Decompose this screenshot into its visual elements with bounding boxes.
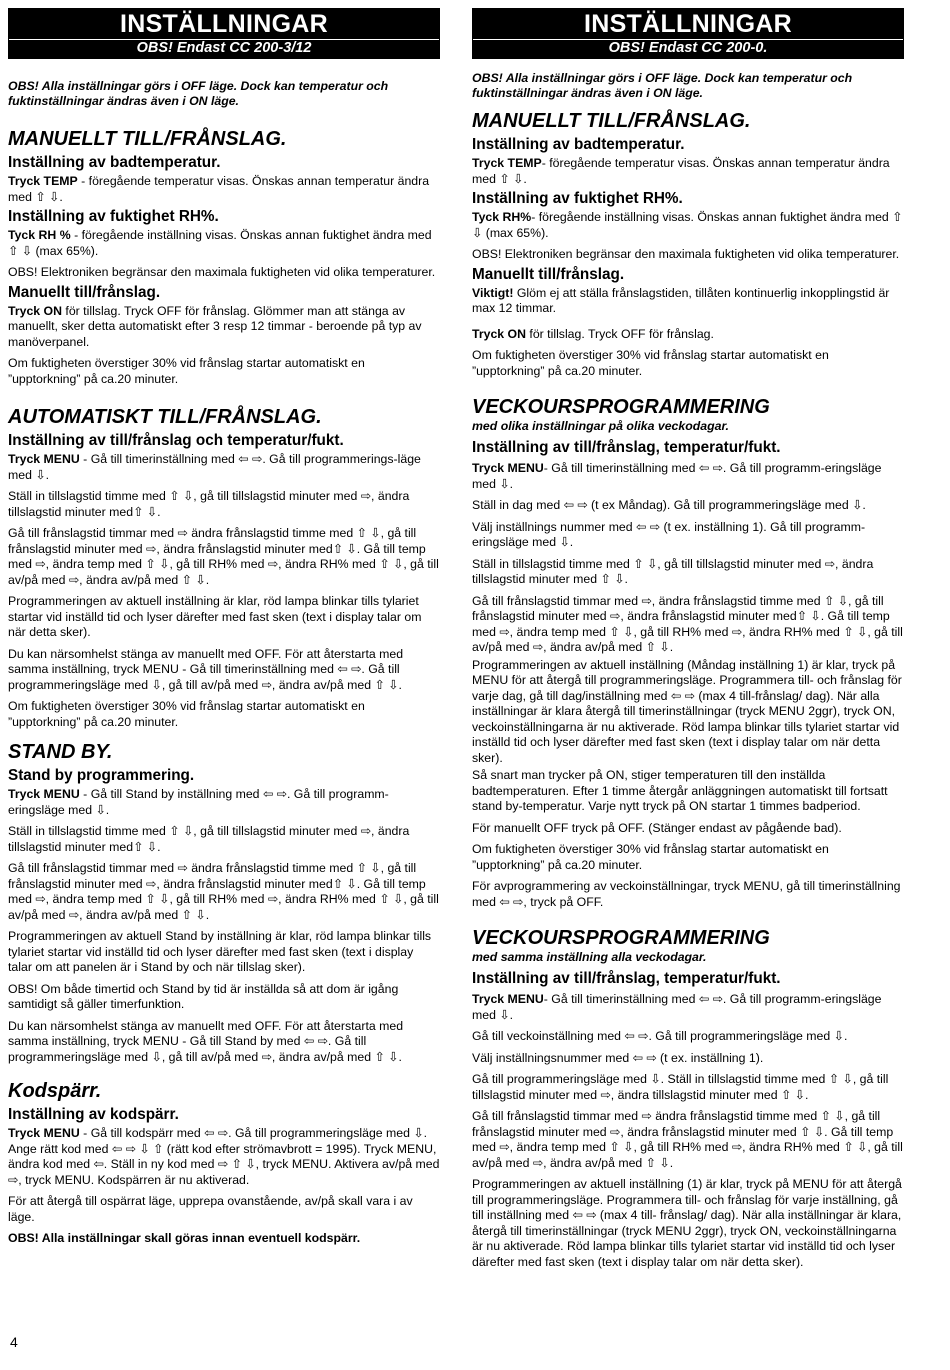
right-paragraph	[472, 1072, 904, 1103]
text: Gå till frånslagstid timmar med ⇨ ändra frånslagstid timme med ⇧ ⇩, gå till frånslagstid minuter med ⇨, ändra frånslagstid minuter med ⇧ ⇩. Gå till temp med ⇨, ändra temp med ⇧ ⇩, gå till RH% med ⇨, ändra RH% med ⇧ ⇩, gå till av/på med ⇨, ändra av/på med ⇧ ⇩.	[472, 1109, 903, 1170]
text: Du kan närsomhelst stänga av manuellt med OFF. För att återstarta med samma inställning, tryck MENU - Gå till timerinställning med ⇦ ⇨. Gå till programmeringsläge med ⇩, gå till av/på med ⇨, ändra av/på med ⇧ ⇩.	[8, 646, 404, 692]
left-paragraph	[8, 787, 440, 818]
left-paragraph	[8, 1019, 440, 1066]
text: Ställ in tillslagstid timme med ⇧ ⇩, gå till tillslagstid minuter med ⇨, ändra tillslagstid minuter med⇧ ⇩.	[8, 489, 410, 519]
text: Gå till frånslagstid timmar med ⇨ ändra frånslagstid timme med ⇧ ⇩, gå till frånslagstid minuter med ⇨, ändra frånslagstid minuter med⇧ ⇩. Gå till temp med ⇨, ändra temp med ⇧ ⇩, gå till RH% med ⇨, ändra RH% med ⇧ ⇩, gå till av/på med ⇨, ändra av/på med ⇧ ⇩.	[8, 526, 439, 587]
text: Manuellt till/frånslag.	[8, 283, 161, 301]
left-paragraph	[8, 594, 440, 641]
text: Inställning av till/frånslag, temperatur/fukt.	[472, 439, 781, 456]
text: - Gå till timerinställning med ⇦ ⇨. Gå till programmerings-läge med ⇩.	[8, 452, 421, 482]
text: Gå till programmeringsläge med ⇩. Ställ in tillslagstid timme med ⇧ ⇩, gå till tillslagstid minuter med ⇨, ändra tillslagstid minuter med ⇧ ⇩.	[472, 1072, 889, 1102]
left-paragraph	[8, 452, 440, 483]
left-subsection-heading	[8, 283, 440, 302]
left-header	[8, 8, 440, 59]
right-paragraph	[472, 286, 904, 317]
bold-lead: Tryck ON	[8, 303, 62, 318]
left-paragraph	[8, 526, 440, 588]
text: Gå till frånslagstid timmar med ⇨, ändra frånslagstid timme med ⇧ ⇩, gå till frånslagstid minuter med ⇨, ändra frånslagstid minuter med⇧ ⇩. Gå till temp med ⇨, ändra temp med ⇧ ⇩, gå till RH% med ⇨, ändra RH% med ⇧ ⇩, gå till av/på med ⇨, ändra av/på med ⇧ ⇩.	[472, 593, 903, 654]
left-paragraph	[8, 647, 440, 694]
bold-lead: Tyck RH%	[472, 210, 532, 224]
text: För att återgå till ospärrat läge, upprepa ovanstående, av/på skall vara i av läge.	[8, 1194, 413, 1224]
left-paragraph	[8, 861, 440, 923]
text: Gå till frånslagstid timmar med ⇨ ändra frånslagstid timme med ⇧ ⇩, gå till frånslagstid minuter med ⇨, ändra frånslagstid minuter med⇧ ⇩. Gå till temp med ⇨, ändra temp med ⇧ ⇩, gå till RH% med ⇨, ändra RH% med ⇧ ⇩, gå till av/på med ⇨, ändra av/på med ⇧ ⇩.	[8, 861, 439, 922]
text: - föregående inställning visas. Önskas annan fuktighet ändra med ⇧ ⇩ (max 65%).	[8, 228, 432, 258]
text: OBS! Alla inställningar görs i OFF läge. Dock kan temperatur och fuktinställningar ändras även i ON läge.	[8, 79, 389, 108]
left-paragraph	[8, 929, 440, 976]
text: Välj inställningsnummer med ⇦ ⇨ (t ex. inställning 1).	[472, 1050, 764, 1065]
right-paragraph	[472, 594, 904, 656]
text: Du kan närsomhelst stänga av manuellt med OFF. För att återstarta med samma inställning, tryck MENU - Gå till Stand by med ⇦ ⇨. Gå till programmeringsläge med ⇩, gå till av/på med ⇨, ändra av/på med ⇧ ⇩.	[8, 1018, 404, 1064]
text: Gå till veckoinställning med ⇦ ⇨. Gå till programmeringsläge med ⇩.	[472, 1029, 848, 1043]
page-number: 4	[10, 1334, 18, 1350]
bold-lead: Tryck MENU	[8, 787, 80, 801]
text: AUTOMATISKT TILL/FRÅNSLAG.	[8, 406, 322, 428]
text: OBS! Elektroniken begränsar den maximala fuktigheten vid olika temperaturer.	[472, 247, 900, 261]
right-section-subtitle	[472, 950, 904, 965]
right-section-heading	[472, 109, 904, 133]
right-paragraph	[472, 1177, 904, 1270]
text: Inställning av till/frånslag, temperatur/fukt.	[472, 970, 781, 987]
left-paragraph	[8, 228, 440, 259]
text: Stand by programmering.	[8, 767, 195, 784]
left-paragraph	[8, 304, 440, 351]
right-content	[472, 71, 904, 1270]
text: för tillslag. Tryck OFF för frånslag.	[526, 326, 714, 341]
left-content	[8, 79, 440, 1247]
left-paragraph	[8, 356, 440, 387]
right-paragraph	[472, 156, 904, 187]
right-paragraph	[472, 1051, 904, 1067]
bold-lead: Tryck TEMP	[472, 156, 542, 170]
text: Välj inställnings nummer med ⇦ ⇨ (t ex. inställning 1). Gå till programm-eringsläge med ⇩.	[472, 519, 866, 549]
text: Ställ in tillslagstid timme med ⇧ ⇩, gå till tillslagstid minuter med ⇨, ändra tillslagstid minuter med ⇧ ⇩.	[472, 556, 874, 586]
right-paragraph	[472, 1029, 904, 1045]
right-section-heading	[472, 395, 904, 419]
left-paragraph	[8, 1194, 440, 1225]
text: OBS! Elektroniken begränsar den maximala fuktigheten vid olika temperaturer.	[8, 265, 436, 279]
right-paragraph	[472, 557, 904, 588]
text: Glöm ej att ställa frånslagstiden, tillåten kontinuerlig inkopplingstid är max 12 timmar.	[472, 285, 890, 315]
text: Inställning av fuktighet RH%.	[8, 208, 219, 225]
bold-lead: Tyck RH %	[8, 228, 71, 242]
text: MANUELLT TILL/FRÅNSLAG.	[472, 110, 751, 132]
right-section-subtitle	[472, 419, 904, 434]
left-section-heading	[8, 740, 440, 764]
text: Programmeringen av aktuell Stand by inställning är klar, röd lampa blinkar tills tylariet startar vid inställd tid och lyser därefter med fast sken (text i display talar om att panelen är i Stand by och när tillslag sker).	[8, 929, 432, 974]
left-subsection-heading	[8, 153, 440, 172]
text: För avprogrammering av veckoinställningar, tryck MENU, gå till timerinställning med ⇦ ⇨, tryck på OFF.	[472, 879, 901, 909]
left-paragraph	[8, 1126, 440, 1188]
left-subsection-heading	[8, 431, 440, 450]
text: Om fuktigheten överstiger 30% vid frånslag startar automatiskt en ”upptorkning” på ca.20 minuter.	[472, 348, 829, 378]
right-subsection-heading	[472, 438, 904, 457]
left-header-title: INSTÄLLNINGAR	[119, 10, 329, 38]
text: Ställ in tillslagstid timme med ⇧ ⇩, gå till tillslagstid minuter med ⇨, ändra tillslagstid minuter med⇧ ⇩.	[8, 824, 410, 854]
left-paragraph	[8, 489, 440, 520]
left-subsection-heading	[8, 207, 440, 226]
right-paragraph	[472, 348, 904, 379]
left-column	[8, 8, 440, 1247]
right-subsection-heading	[472, 189, 904, 208]
text: Programmeringen av aktuell inställning är klar, röd lampa blinkar tills tylariet startar vid inställd tid och lyser därefter med fast sken (text i display talar om när detta sker).	[8, 594, 422, 639]
left-subsection-heading	[8, 766, 440, 785]
text: Kodspärr.	[8, 1080, 102, 1102]
text: Manuellt till/frånslag.	[472, 265, 625, 283]
right-subsection-heading	[472, 969, 904, 988]
left-paragraph	[8, 824, 440, 855]
bold-lead: Tryck ON	[472, 326, 526, 341]
text: STAND BY.	[8, 741, 113, 763]
left-note	[8, 79, 440, 109]
text: Ställ in dag med ⇦ ⇨ (t ex Måndag). Gå till programmeringsläge med ⇩.	[472, 498, 866, 512]
right-section-heading	[472, 926, 904, 950]
right-paragraph	[472, 879, 904, 910]
bold-lead: Tryck MENU	[8, 452, 80, 466]
text: med samma inställning alla veckodagar.	[472, 950, 707, 964]
left-subsection-heading	[8, 1105, 440, 1124]
right-column	[472, 8, 904, 1270]
bold-lead: Tryck MENU	[472, 461, 544, 475]
text: Om fuktigheten överstiger 30% vid frånslag startar automatiskt en ”upptorkning” på ca.20 minuter.	[8, 699, 365, 729]
right-header	[472, 8, 904, 59]
text: - Gå till timerinställning med ⇦ ⇨. Gå till programm-eringsläge med ⇩.	[472, 992, 882, 1022]
text: Inställning av fuktighet RH%.	[472, 190, 683, 207]
bold-lead: Viktigt!	[472, 285, 514, 300]
text: - föregående inställning visas. Önskas annan fuktighet ändra med ⇧ ⇩ (max 65%).	[472, 210, 903, 240]
text: Inställning av badtemperatur.	[472, 136, 685, 153]
right-header-title: INSTÄLLNINGAR	[583, 10, 793, 38]
text: OBS! Om både timertid och Stand by tid är inställda så att dom är igång samtidigt så gäller timerfunktion.	[8, 981, 399, 1011]
bold-lead: Tryck MENU	[8, 1126, 80, 1140]
text: Inställning av till/frånslag och temperatur/fukt.	[8, 432, 344, 449]
right-paragraph	[472, 842, 904, 873]
left-paragraph	[8, 174, 440, 205]
right-paragraph	[472, 658, 904, 767]
right-note	[472, 71, 904, 101]
text: För manuellt OFF tryck på OFF. (Stänger endast av pågående bad).	[472, 820, 842, 835]
left-section-heading	[8, 405, 440, 429]
right-paragraph	[472, 1109, 904, 1171]
text: OBS! Alla inställningar görs i OFF läge. Dock kan temperatur och fuktinställningar ändras även i ON läge.	[472, 71, 853, 100]
right-paragraph	[472, 992, 904, 1023]
text: VECKOURSPROGRAMMERING	[472, 927, 770, 949]
right-paragraph	[472, 210, 904, 241]
text: - föregående temperatur visas. Önskas annan temperatur ändra med ⇧ ⇩.	[472, 156, 890, 186]
text: med olika inställningar på olika veckodagar.	[472, 419, 729, 433]
left-paragraph	[8, 699, 440, 730]
text: för tillslag. Tryck OFF för frånslag. Glömmer man att stänga av manuellt, sker detta automatiskt efter 3 resp 12 timmar - beroende på typ av manöverpanel.	[8, 303, 422, 349]
bold-lead: Tryck TEMP	[8, 174, 78, 188]
text: Om fuktigheten överstiger 30% vid frånslag startar automatiskt en ”upptorkning” på ca.20 minuter.	[472, 842, 829, 872]
right-paragraph	[472, 520, 904, 551]
text: - Gå till timerinställning med ⇦ ⇨. Gå till programm-eringsläge med ⇩.	[472, 461, 882, 491]
text: VECKOURSPROGRAMMERING	[472, 396, 770, 418]
text: Programmeringen av aktuell inställning (Måndag inställning 1) är klar, tryck på MENU för att återgå till programmeringsläge. Programmera till- och frånslag för varje dag, gå till dag/inställning med ⇦ ⇨ (max 4 till-frånslag/ dag). När alla inställningar är klara återgå till timerinställningar (tryck MENU 2ggr), tryck ON, veckoinställningarna är nu aktiverade. Röd lampa blinkar tills tylariet startar vid inställd tid och lyser därefter med fast sken (text i display talar om när detta sker).	[472, 657, 902, 765]
right-subsection-heading	[472, 135, 904, 154]
left-bold-note	[8, 1231, 440, 1247]
right-paragraph	[472, 821, 904, 837]
left-paragraph	[8, 265, 440, 281]
text: Om fuktigheten överstiger 30% vid frånslag startar automatiskt en ”upptorkning” på ca.20 minuter.	[8, 356, 365, 386]
right-paragraph	[472, 461, 904, 492]
text: - Gå till Stand by inställning med ⇦ ⇨. Gå till programm-eringsläge med ⇩.	[8, 787, 389, 817]
text: - Gå till kodspärr med ⇦ ⇨. Gå till programmeringsläge med ⇩. Ange rätt kod med ⇦ ⇨ ⇩ ⇧ (rätt kod efter strömavbrott = 1995). Tryck MENU, ändra kod med ⇦. Ställ in ny kod med ⇨ ⇧ ⇩, tryck MENU. Aktivera av/på med ⇨, tryck MENU. Kodspärren är nu aktiverad.	[8, 1126, 440, 1187]
text: OBS! Alla inställningar skall göras innan eventuell kodspärr.	[8, 1231, 361, 1245]
right-paragraph	[472, 768, 904, 815]
text: Programmeringen av aktuell inställning (1) är klar, tryck på MENU för att återgå till programmeringsläge. Programmera till- och frånslag för varje inställning, gå till inställning med ⇦ ⇨ (max 4 till- frånslag/ dag). När alla inställningar är klara, återgå till timerinställningar (tryck MENU 2ggr), tryck ON, veckoinställningarna är nu aktiverade. Röd lampa blinkar tills tylariet startar vid inställd tid och lyser därefter med fast sken (text i display talar om när detta sker).	[472, 1177, 902, 1269]
text: MANUELLT TILL/FRÅNSLAG.	[8, 128, 287, 150]
right-paragraph	[472, 498, 904, 514]
left-section-heading	[8, 1079, 440, 1103]
right-paragraph	[472, 327, 904, 343]
right-subsection-heading	[472, 265, 904, 284]
left-paragraph	[8, 982, 440, 1013]
text: Så snart man trycker på ON, stiger temperaturen till den inställda badtemperaturen. Efter 1 timme återgår anläggningen automatiskt till fortsatt stand by-temperatur. Varje nytt tryck på ON startar 1 timmes badperiod.	[472, 768, 888, 813]
right-paragraph	[472, 247, 904, 263]
text: Inställning av badtemperatur.	[8, 154, 221, 171]
right-header-subtitle: OBS! Endast CC 200-0.	[473, 39, 903, 58]
left-section-heading	[8, 127, 440, 151]
text: - föregående temperatur visas. Önskas annan temperatur ändra med ⇧ ⇩.	[8, 174, 430, 204]
text: Inställning av kodspärr.	[8, 1106, 179, 1123]
left-header-subtitle: OBS! Endast CC 200-3/12	[9, 39, 439, 58]
bold-lead: Tryck MENU	[472, 992, 544, 1006]
